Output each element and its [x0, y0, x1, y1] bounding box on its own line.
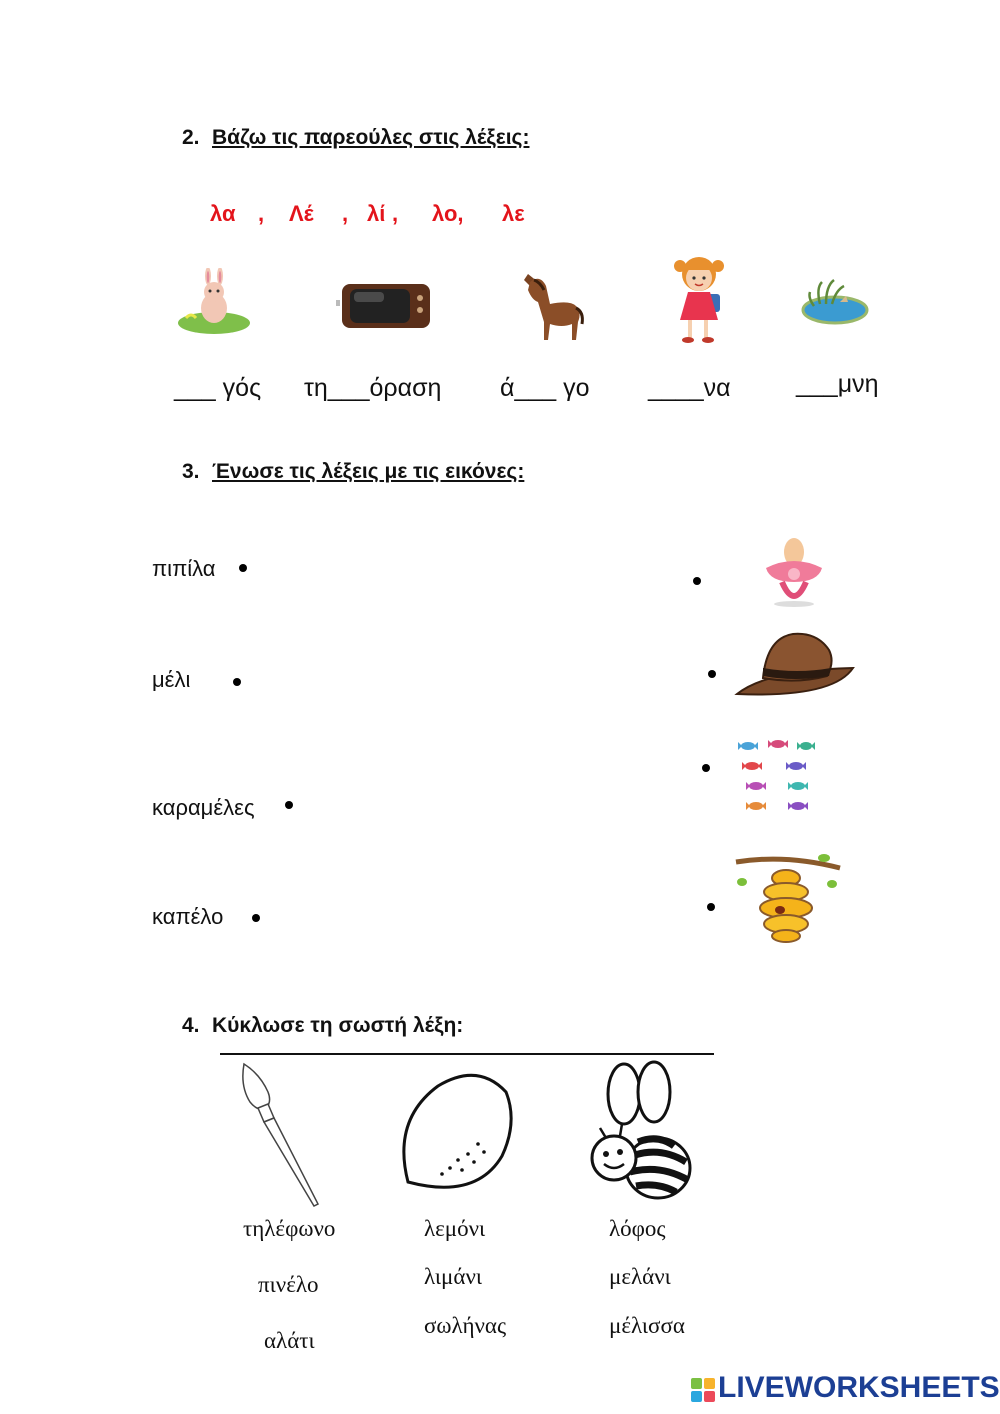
blank[interactable]: ___: [514, 374, 557, 402]
lemon-image: [398, 1070, 514, 1190]
syllable: Λέ: [289, 201, 314, 226]
paintbrush-image: [236, 1060, 322, 1208]
fill-word-4[interactable]: [648, 374, 731, 403]
television-image: [336, 280, 434, 332]
word-ending: μνη: [837, 370, 879, 398]
syllable: λο,: [432, 201, 464, 226]
match-dot-right-2[interactable]: [708, 670, 716, 678]
word-ending: γός: [215, 374, 262, 402]
exercise-2-heading: [182, 126, 529, 150]
candies-image: [736, 738, 820, 816]
choice-word[interactable]: λιμάνι: [424, 1264, 483, 1289]
fill-word-1[interactable]: [174, 374, 261, 403]
match-word: καπέλο: [152, 904, 224, 929]
choice-word[interactable]: μελάνι: [609, 1264, 671, 1289]
exercise-number: 4.: [182, 1014, 200, 1037]
word-prefix: τη: [304, 374, 328, 402]
syllable: λε: [502, 201, 525, 226]
fill-word-2[interactable]: [304, 374, 441, 403]
choice-word[interactable]: μέλισσα: [609, 1313, 685, 1338]
separator: ,: [342, 201, 349, 226]
fill-word-5[interactable]: [796, 370, 879, 399]
bee-image: [588, 1060, 700, 1202]
match-dot-right-1[interactable]: [693, 577, 701, 585]
match-dot-right-4[interactable]: [707, 903, 715, 911]
exercise-title: Βάζω τις παρεούλες στις λέξεις:: [212, 126, 530, 149]
divider-line: [220, 1053, 714, 1055]
choice-word[interactable]: λόφος: [609, 1216, 666, 1241]
logo-text: LIVEWORKSHEETS: [718, 1371, 1000, 1404]
fill-word-3[interactable]: [500, 374, 590, 403]
blank[interactable]: ___: [174, 374, 216, 402]
pond-image: [800, 276, 870, 328]
choice-word[interactable]: τηλέφωνο: [243, 1216, 336, 1241]
exercise-4-heading: [182, 1014, 463, 1038]
choice-word[interactable]: λεμόνι: [424, 1216, 486, 1241]
pacifier-image: [760, 534, 828, 608]
separator: ,: [392, 201, 399, 226]
girl-image: [668, 252, 730, 350]
match-dot-left-4[interactable]: [252, 914, 260, 922]
word-ending: να: [703, 374, 731, 402]
choice-word[interactable]: σωλήνας: [424, 1313, 507, 1338]
exercise-title: Κύκλωσε τη σωστή λέξη:: [212, 1014, 464, 1037]
match-dot-right-3[interactable]: [702, 764, 710, 772]
syllable: λί: [367, 201, 386, 226]
rabbit-image: [176, 268, 252, 338]
logo-grid-icon: [690, 1377, 716, 1403]
beehive-image: [734, 852, 842, 944]
syllable: λα: [210, 201, 236, 226]
horse-image: [520, 268, 586, 342]
match-word: μέλι: [152, 667, 191, 692]
match-word: πιπίλα: [152, 556, 216, 581]
match-dot-left-1[interactable]: [239, 564, 247, 572]
match-word: καραμέλες: [152, 795, 255, 820]
match-dot-left-3[interactable]: [285, 801, 293, 809]
blank[interactable]: ____: [648, 374, 704, 402]
exercise-number: 3.: [182, 460, 200, 483]
exercise-number: 2.: [182, 126, 200, 149]
word-prefix: ά: [500, 374, 515, 402]
exercise-title: Ένωσε τις λέξεις με τις εικόνες:: [212, 460, 525, 483]
hat-image: [733, 632, 857, 704]
choice-word[interactable]: αλάτι: [264, 1328, 315, 1353]
separator: ,: [258, 201, 265, 226]
exercise-3-heading: [182, 460, 524, 484]
word-ending: γο: [556, 374, 590, 402]
choice-word[interactable]: πινέλο: [258, 1272, 319, 1297]
blank[interactable]: ___: [796, 370, 838, 398]
word-ending: όραση: [369, 374, 442, 402]
blank[interactable]: ___: [327, 374, 370, 402]
match-dot-left-2[interactable]: [233, 678, 241, 686]
